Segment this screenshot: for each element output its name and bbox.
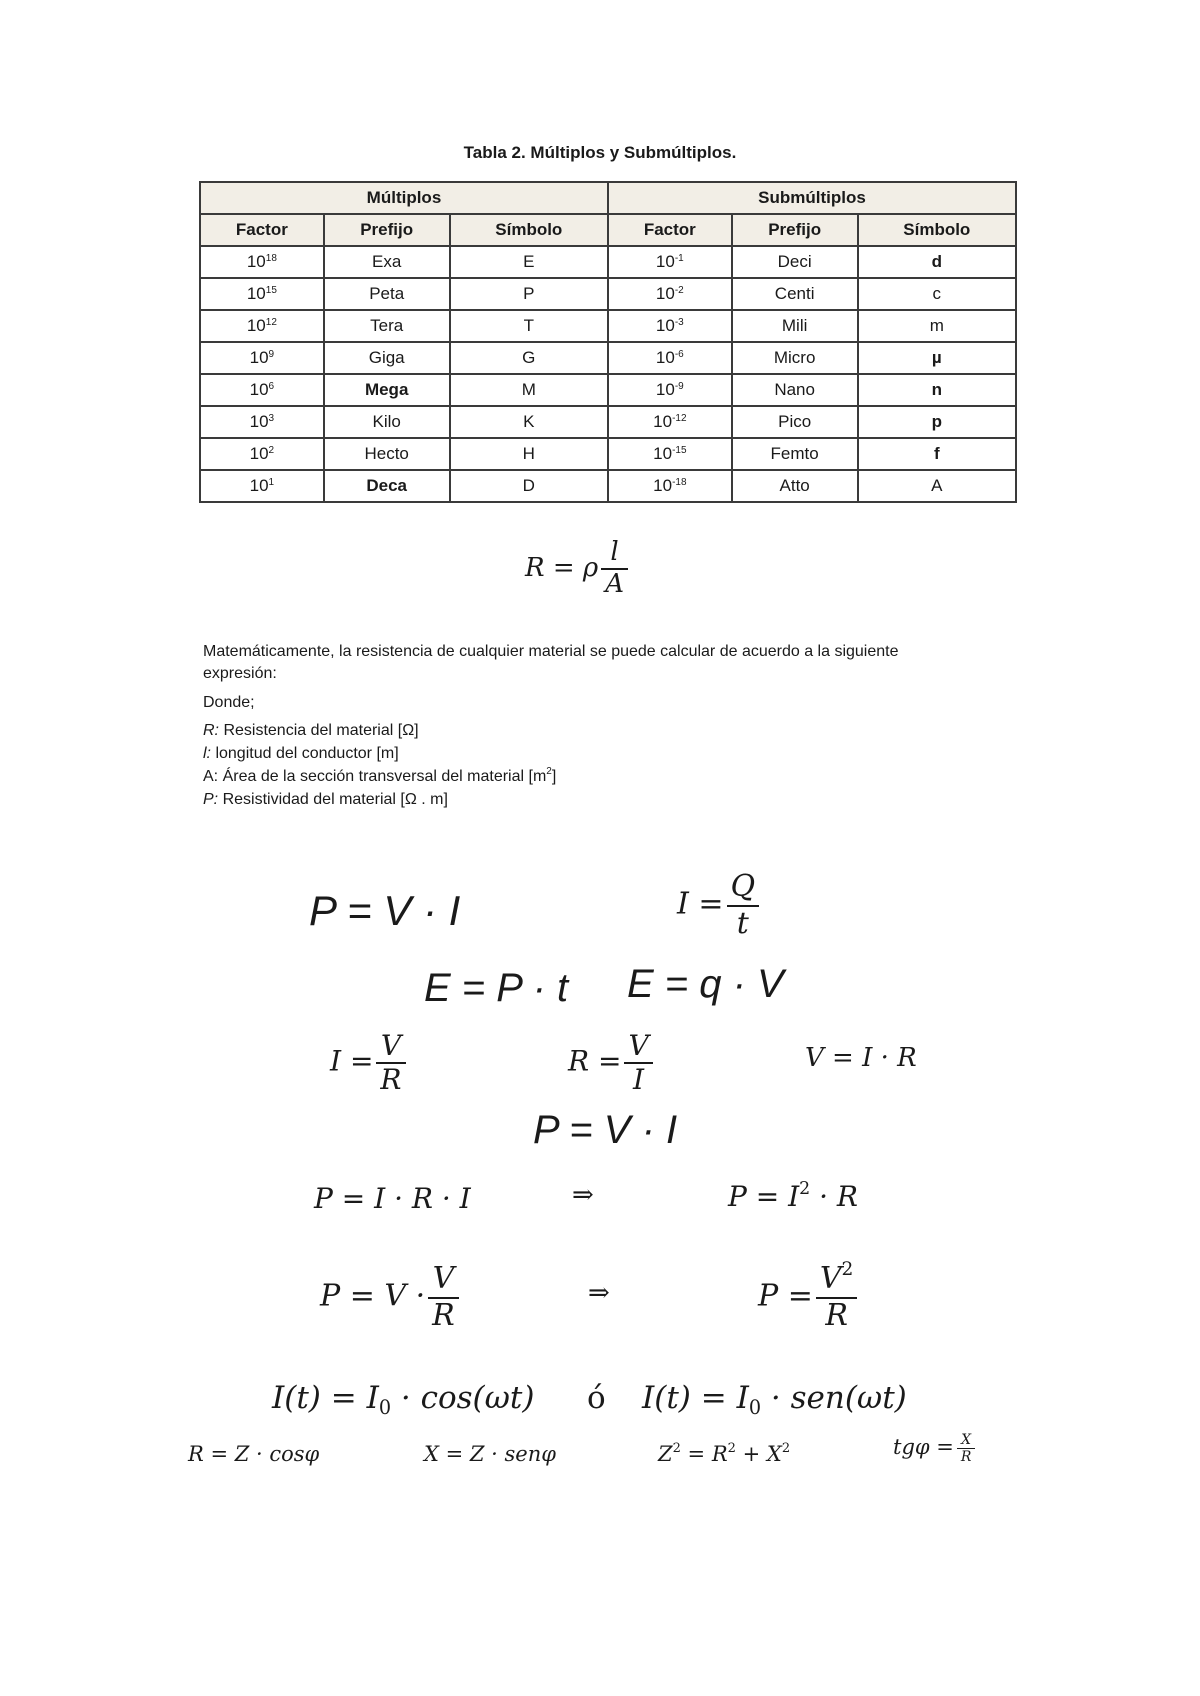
- formula-text: ρ: [582, 552, 599, 583]
- def-symbol: R:: [203, 722, 219, 739]
- table-cell: [732, 406, 858, 438]
- table-cell: [324, 470, 450, 502]
- table-cell: [608, 278, 732, 310]
- col-header: Símbolo: [450, 214, 608, 246]
- prefix-name: Tera: [370, 316, 404, 335]
- factor-exponent: -12: [672, 413, 687, 424]
- factor-base: 10: [246, 284, 266, 303]
- formula-p-i2r: [728, 1180, 858, 1213]
- numerator: [816, 1258, 858, 1299]
- col-header: Prefijo: [732, 214, 858, 246]
- table-row: [200, 470, 1016, 502]
- prefix-symbol: p: [931, 412, 942, 431]
- submultiples-header: Submúltiplos: [608, 182, 1016, 214]
- formula-text: I =: [677, 886, 724, 922]
- factor-exponent: 6: [268, 381, 275, 392]
- table-row: [200, 310, 1016, 342]
- fraction: [816, 1258, 858, 1333]
- resistance-formula: [525, 538, 631, 600]
- table-row: [200, 246, 1016, 278]
- definition-line: [203, 789, 448, 811]
- formula-p-vi: P = V · I: [309, 887, 461, 934]
- prefix-name: Giga: [368, 348, 405, 367]
- formula-text: · R: [810, 1180, 859, 1213]
- factor-base: 10: [246, 252, 266, 271]
- table-cell: [608, 470, 732, 502]
- factor-exponent: 15: [265, 285, 277, 296]
- formula-text: + X: [735, 1442, 782, 1466]
- numerator: V: [624, 1030, 652, 1064]
- factor-exponent: -6: [674, 349, 684, 360]
- table-cell: [608, 374, 732, 406]
- table-cell: [200, 310, 324, 342]
- denominator: R: [380, 1063, 402, 1097]
- table-cell: [732, 470, 858, 502]
- factor-base: 10: [249, 412, 269, 431]
- formula-x-zsen: X = Z · senφ: [424, 1442, 556, 1466]
- prefix-symbol: T: [523, 316, 534, 335]
- factor-base: 10: [653, 476, 673, 495]
- formula-p-v-vr: [320, 1262, 462, 1333]
- prefix-symbol: f: [933, 444, 940, 463]
- table-row: [200, 406, 1016, 438]
- intro-line: Matemáticamente, la resistencia de cualquier material se puede calcular de acuerdo a la siguiente: [203, 643, 899, 660]
- formula-i-cos: [272, 1380, 535, 1419]
- formula-i-vr: [330, 1030, 409, 1096]
- definition-line: [203, 743, 399, 765]
- numerator: Q: [727, 870, 760, 907]
- formula-i-qt: [677, 870, 762, 941]
- numerator-text: V: [819, 1261, 842, 1296]
- prefix-name: Kilo: [372, 412, 401, 431]
- numerator: l: [601, 538, 628, 570]
- def-symbol: P:: [203, 791, 219, 808]
- formula-tg: [893, 1432, 978, 1465]
- table-cell: [732, 278, 858, 310]
- prefix-symbol: P: [523, 284, 535, 303]
- formula-p-vi-2: P = V · I: [533, 1108, 678, 1152]
- implies-arrow: ⇒: [572, 1180, 594, 1210]
- prefix-name: Mili: [781, 316, 808, 335]
- factor-base: 10: [249, 476, 269, 495]
- table-cell: [200, 438, 324, 470]
- prefix-name: Femto: [770, 444, 819, 463]
- formula-text: tgφ =: [893, 1435, 954, 1460]
- intro-line: expresión:: [203, 665, 277, 682]
- table-row: [200, 438, 1016, 470]
- col-header: Símbolo: [858, 214, 1016, 246]
- col-header: Factor: [200, 214, 324, 246]
- table-cell: [450, 278, 608, 310]
- factor-exponent: -3: [674, 317, 684, 328]
- denominator: t: [736, 905, 749, 941]
- factor-base: 10: [655, 380, 675, 399]
- def-text: Resistencia del material [Ω]: [219, 722, 419, 739]
- factor-exponent: 1: [268, 477, 275, 488]
- table-cell: [324, 406, 450, 438]
- factor-exponent: 2: [268, 445, 275, 456]
- table-cell: [732, 438, 858, 470]
- formula-text: R =: [568, 1044, 622, 1078]
- col-header: Prefijo: [324, 214, 450, 246]
- table-cell: [732, 374, 858, 406]
- table-cell: [858, 406, 1016, 438]
- formula-text: · cos(ωt): [391, 1380, 535, 1416]
- exponent: 2: [672, 1440, 681, 1456]
- def-text: Área de la sección transversal del material [m: [218, 768, 547, 785]
- prefix-symbol: E: [523, 252, 535, 271]
- prefix-name: Atto: [779, 476, 810, 495]
- factor-base: 10: [246, 316, 266, 335]
- exponent: 2: [727, 1440, 736, 1456]
- formula-p-iri: P = I · R · I: [314, 1182, 471, 1215]
- prefix-name: Deca: [366, 476, 407, 495]
- definition-line: [203, 720, 419, 742]
- prefix-name: Peta: [369, 284, 405, 303]
- formula-e-pt: E = P · t: [424, 966, 569, 1010]
- factor-exponent: 3: [268, 413, 275, 424]
- factor-exponent: -15: [672, 445, 687, 456]
- exponent: 2: [841, 1258, 854, 1280]
- denominator: I: [633, 1063, 645, 1097]
- table-row: [200, 278, 1016, 310]
- prefix-table: [199, 181, 1017, 503]
- fraction: [428, 1262, 459, 1333]
- table-cell: [450, 438, 608, 470]
- table-caption: Tabla 2. Múltiplos y Submúltiplos.: [463, 143, 737, 162]
- prefix-name: Exa: [372, 252, 402, 271]
- prefix-name: Nano: [774, 380, 815, 399]
- prefix-symbol: G: [522, 348, 536, 367]
- def-symbol: l:: [203, 745, 211, 762]
- table-cell: [858, 470, 1016, 502]
- formula-text: I =: [330, 1044, 374, 1078]
- table-cell: [200, 374, 324, 406]
- prefix-name: Hecto: [364, 444, 409, 463]
- factor-exponent: -2: [674, 285, 684, 296]
- table-cell: [858, 278, 1016, 310]
- table-cell: [858, 438, 1016, 470]
- formula-text: =: [552, 552, 575, 583]
- table-cell: [858, 310, 1016, 342]
- table-cell: [324, 438, 450, 470]
- table-cell: [200, 342, 324, 374]
- factor-base: 10: [653, 444, 673, 463]
- factor-exponent: -18: [672, 477, 687, 488]
- table-cell: [608, 438, 732, 470]
- prefix-name: Deci: [777, 252, 812, 271]
- factor-base: 10: [249, 380, 269, 399]
- table-cell: [324, 374, 450, 406]
- factor-exponent: 12: [265, 317, 277, 328]
- prefix-symbol: d: [931, 252, 942, 271]
- prefix-name: Micro: [773, 348, 816, 367]
- table-cell: [858, 342, 1016, 374]
- factor-exponent: 18: [265, 253, 277, 264]
- def-text: Resistividad del material [Ω . m]: [218, 791, 448, 808]
- table-cell: [608, 342, 732, 374]
- table-cell: [200, 278, 324, 310]
- definition-line: [203, 766, 556, 788]
- formula-text: P =: [758, 1278, 813, 1314]
- table-cell: [200, 406, 324, 438]
- formula-text: · sen(ωt): [761, 1380, 907, 1416]
- prefix-symbol: m: [929, 316, 944, 335]
- formula-z2: [658, 1442, 790, 1466]
- fraction: [957, 1432, 976, 1465]
- table-cell: [200, 470, 324, 502]
- formula-p-v2r: [758, 1258, 860, 1333]
- table-cell: [732, 246, 858, 278]
- formula-e-qv: E = q · V: [627, 962, 784, 1006]
- multiples-header: Múltiplos: [200, 182, 608, 214]
- table-cell: [200, 246, 324, 278]
- formula-text: Z: [658, 1442, 673, 1466]
- formula-text: I(t) = I: [642, 1380, 749, 1416]
- factor-base: 10: [249, 348, 269, 367]
- factor-exponent: -9: [674, 381, 684, 392]
- table-cell: [732, 310, 858, 342]
- table-cell: [732, 342, 858, 374]
- prefix-symbol: µ: [931, 348, 942, 367]
- denominator: R: [432, 1297, 455, 1333]
- formula-v-ir: V = I · R: [805, 1043, 917, 1073]
- denominator: R: [960, 1449, 972, 1466]
- implies-arrow: ⇒: [588, 1278, 610, 1308]
- table-cell: [324, 310, 450, 342]
- table-cell: [324, 342, 450, 374]
- table-row: [200, 374, 1016, 406]
- table-cell: [608, 310, 732, 342]
- subscript: 0: [378, 1395, 392, 1419]
- table-cell: [324, 246, 450, 278]
- factor-base: 10: [249, 444, 269, 463]
- factor-base: 10: [653, 412, 673, 431]
- prefix-name: Centi: [774, 284, 815, 303]
- prefix-name: Mega: [364, 380, 409, 399]
- fraction: [376, 1030, 405, 1096]
- numerator: V: [376, 1030, 405, 1064]
- or-word: ó: [587, 1380, 606, 1416]
- exponent: 2: [781, 1440, 791, 1456]
- fraction: [727, 870, 760, 941]
- formula-text: P = V ·: [320, 1278, 426, 1314]
- numerator: V: [428, 1262, 459, 1299]
- table-cell: [858, 246, 1016, 278]
- col-header: Factor: [608, 214, 732, 246]
- factor-exponent: 9: [268, 349, 275, 360]
- formula-r-zcos: R = Z · cosφ: [188, 1442, 320, 1466]
- prefix-symbol: D: [522, 476, 535, 495]
- table-cell: [450, 342, 608, 374]
- table-cell: [858, 374, 1016, 406]
- subscript: 0: [748, 1395, 762, 1419]
- formula-r-vi: [568, 1030, 656, 1096]
- prefix-symbol: K: [523, 412, 535, 431]
- def-sup: 2: [546, 766, 552, 777]
- formula-text: I(t) = I: [272, 1380, 379, 1416]
- factor-base: 10: [655, 348, 675, 367]
- formula-text: P = I: [728, 1180, 800, 1213]
- fraction: [601, 538, 628, 600]
- def-text: ]: [551, 768, 557, 785]
- formula-text: R: [525, 552, 545, 583]
- table-cell: [324, 278, 450, 310]
- table-cell: [608, 246, 732, 278]
- denominator: R: [825, 1297, 848, 1333]
- numerator: X: [957, 1432, 976, 1449]
- table-cell: [450, 310, 608, 342]
- def-text: longitud del conductor [m]: [211, 745, 399, 762]
- prefix-symbol: M: [521, 380, 536, 399]
- exponent: 2: [799, 1178, 811, 1199]
- formula-i-sen: [642, 1380, 907, 1419]
- table-cell: [450, 470, 608, 502]
- factor-exponent: -1: [674, 253, 684, 264]
- table-body: [200, 246, 1016, 502]
- denominator: A: [605, 568, 624, 599]
- formula-text: = R: [680, 1442, 728, 1466]
- table-cell: [608, 406, 732, 438]
- table-cell: [450, 374, 608, 406]
- prefix-symbol: A: [931, 476, 943, 495]
- prefix-name: Pico: [778, 412, 812, 431]
- factor-base: 10: [655, 284, 675, 303]
- table-cell: [450, 406, 608, 438]
- factor-base: 10: [655, 316, 675, 335]
- prefix-symbol: n: [931, 380, 942, 399]
- prefix-symbol: c: [932, 284, 942, 303]
- def-symbol: A:: [203, 768, 219, 785]
- factor-base: 10: [655, 252, 675, 271]
- table-cell: [450, 246, 608, 278]
- fraction: [624, 1030, 652, 1096]
- donde-label: Donde;: [203, 694, 255, 711]
- prefix-symbol: H: [522, 444, 535, 463]
- table-row: [200, 342, 1016, 374]
